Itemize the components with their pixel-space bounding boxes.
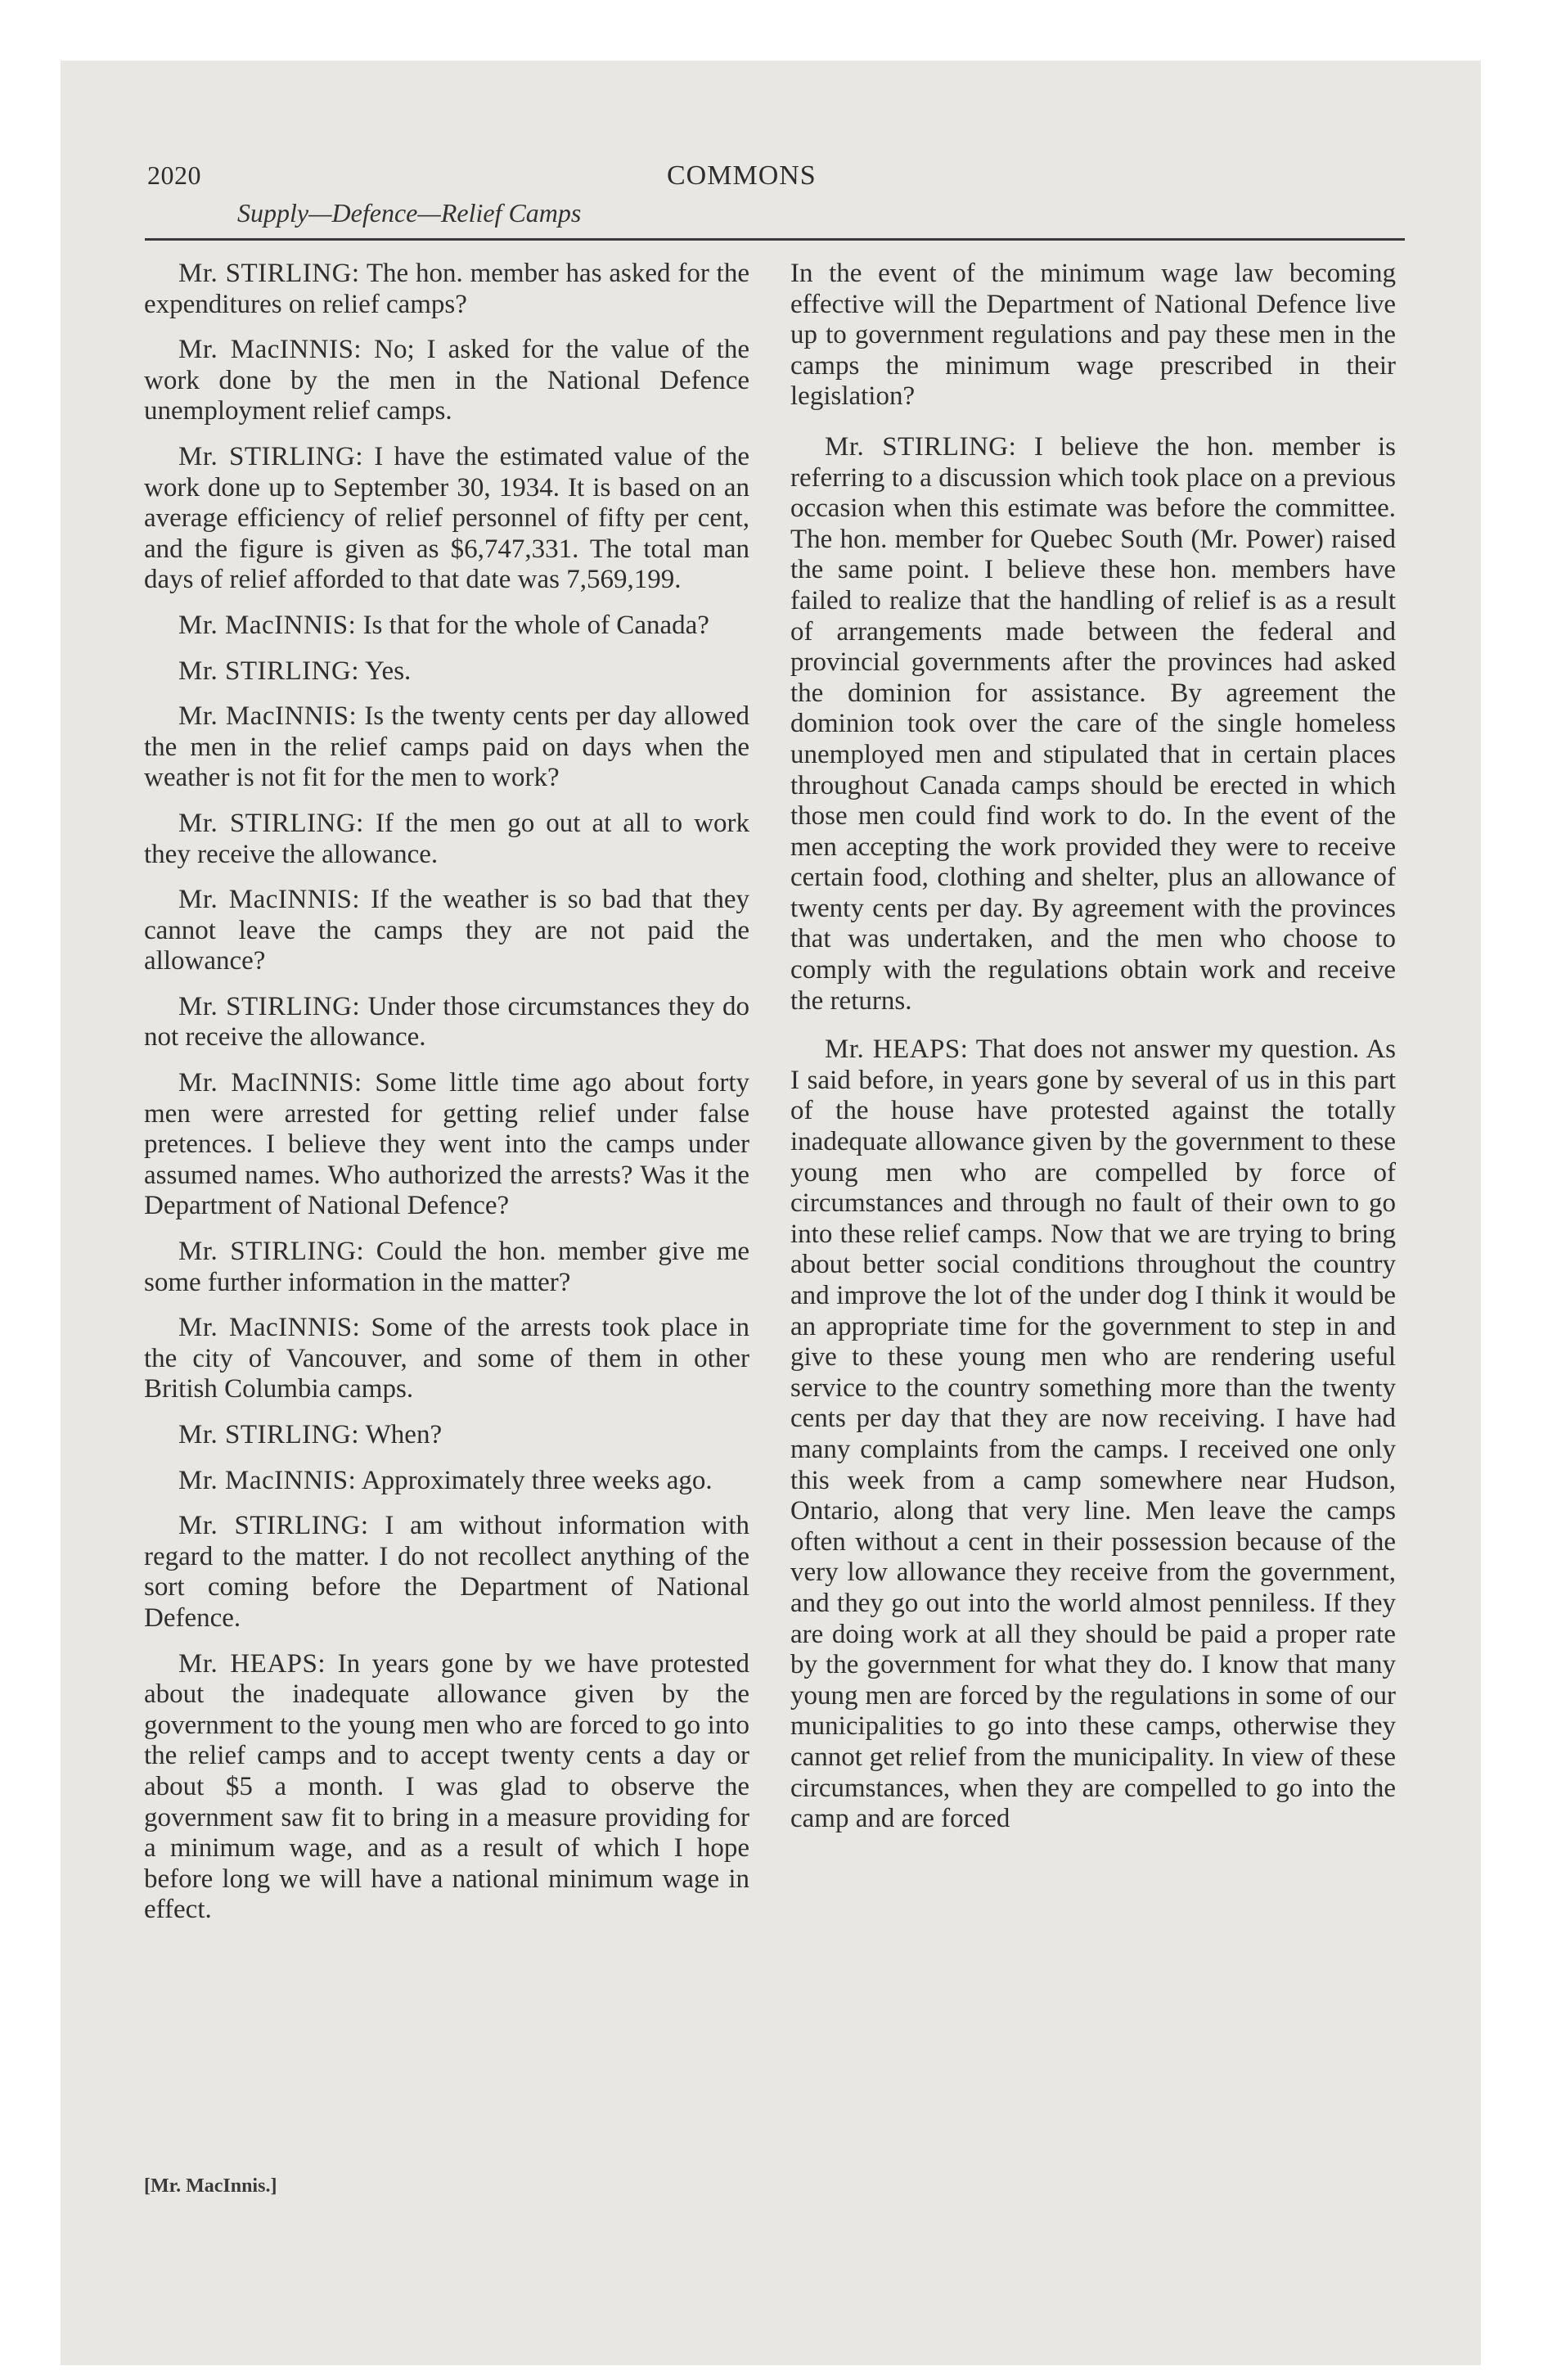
speech-paragraph (790, 432, 1396, 1016)
speech-paragraph (144, 885, 749, 977)
speech-paragraph (144, 611, 749, 642)
speech-paragraph (144, 259, 749, 320)
speaker-name: Mr. STIRLING: (825, 431, 1017, 462)
speech-text: I am without information with regard to the matter. I do not recollect anything of the sort coming before the Department of National Defence. (144, 1511, 750, 1633)
speaker-name: Mr. HEAPS: (178, 1648, 326, 1679)
speaker-name: Mr. MacINNIS: (178, 701, 358, 732)
speech-paragraph (144, 809, 749, 870)
speech-text: If the men go out at all to work they receive the allowance. (144, 808, 750, 869)
speech-text: Some of the arrests took place in the city of Vancouver, and some of them in other British Columbia camps. (144, 1313, 750, 1404)
right-column (790, 259, 1396, 1850)
speech-paragraph (144, 656, 749, 687)
speech-paragraph (144, 1511, 749, 1634)
speech-text: I have the estimated value of the work done up to September 30, 1934. It is based on an average efficiency of relief personnel of fifty per cent, and the figure is given as $6,747,331. The total man days of relief afforded to that date was 7,569,199. (144, 441, 750, 595)
speech-paragraph (144, 992, 749, 1053)
speaker-name: Mr. MacINNIS: (178, 1068, 362, 1098)
speech-text: Yes. (365, 656, 412, 686)
speech-paragraph (144, 1420, 749, 1451)
speaker-name: Mr. STIRLING: (178, 259, 360, 288)
speech-text: Is the twenty cents per day allowed the men in the relief camps paid on days when the weather is not fit for the men to work? (144, 701, 750, 793)
speech-paragraph (144, 1237, 749, 1298)
speech-paragraph (144, 442, 749, 596)
speech-text: The hon. member has asked for the expenditures on relief camps? (144, 259, 749, 319)
speaker-name: Mr. STIRLING: (178, 1420, 359, 1449)
speech-paragraph (144, 1313, 749, 1405)
speaker-name: Mr. STIRLING: (178, 441, 363, 471)
speech-text: That does not answer my question. As I said before, in years gone by several of us in this part of the house have protested against the totally inadequate allowance given by the government to these young men who are compelled by force of circumstances and through no fault of their own to go into these relief camps. Now that we are trying to bring about better social conditions throughout the country and improve the lot of the under dog I think it would be an appropriate time for the government to step in and give to these young men who are rendering useful service to the country something more than the twenty cents per day that they are now receiving. I have had many complaints from the camps. I received one only this week from a camp somewhere near Hudson, Ontario, along that very line. Men leave the camps often without a cent in their possession because of the very low allowance they receive from the government, and they go out into the world almost penniless. If they are doing work at all they should be paid a proper rate by the government for what they do. I know that many young men are forced by the regulations in some of our municipalities to go into these camps, otherwise they cannot get relief from the municipality. In view of these circumstances, when they are compelled to go into the camp and are forced (790, 1034, 1396, 1834)
speaker-name: Mr. MacINNIS: (178, 885, 361, 915)
speaker-name: Mr. STIRLING: (178, 991, 361, 1021)
header-rule (145, 238, 1405, 241)
running-head: COMMONS (667, 160, 817, 191)
speech-paragraph (144, 335, 749, 427)
speech-paragraph (144, 1068, 749, 1222)
speaker-name: Mr. STIRLING: (178, 1237, 365, 1267)
continuation-paragraph: In the event of the minimum wage law becoming effective will the Department of National Defence live up to government regulations and pay these men in the camps the minimum wage prescribed in their legislation? (790, 259, 1396, 412)
speech-text: Some little time ago about forty men were arrested for getting relief under false pretences. I believe they went into the camps under assumed names. Who authorized the arrests? Was it the Department of National Defence? (144, 1068, 750, 1221)
speech-text: Under those circumstances they do not receive the allowance. (144, 991, 750, 1053)
left-column (144, 259, 749, 1941)
speech-paragraph (144, 1466, 749, 1497)
speech-paragraph (790, 1034, 1396, 1834)
speech-text: In years gone by we have protested about the inadequate allowance given by the government to the young men who are forced to go into the relief camps and to accept twenty cents a day or about $5 a month. I was glad to observe the government saw fit to bring in a measure providing for a minimum wage, and as a result of which I hope before long we will have a national minimum wage in effect. (144, 1648, 750, 1925)
speech-paragraph (144, 701, 749, 794)
section-title: Supply—Defence—Relief Camps (237, 198, 582, 228)
speaker-name: Mr. STIRLING: (178, 656, 359, 686)
speaker-name: Mr. STIRLING: (178, 808, 364, 838)
speech-text: Approximately three weeks ago. (361, 1465, 713, 1495)
speaker-name: Mr. HEAPS: (825, 1034, 969, 1065)
speaker-name: Mr. MacINNIS: (178, 1313, 361, 1343)
speaker-name: Mr. MacINNIS: (178, 1465, 357, 1495)
speaker-name: Mr. MacINNIS: (178, 335, 362, 365)
speech-text: When? (365, 1420, 443, 1449)
speech-text: Is that for the whole of Canada? (362, 610, 709, 640)
speech-text: Could the hon. member give me some further information in the matter? (144, 1237, 750, 1297)
speech-text: I believe the hon. member is referring to a discussion which took place on a previous occasion when this estimate was before the committee. The hon. member for Quebec South (Mr. Power) raised the same point. I believe these hon. members have failed to realize that the handling of relief is as a result of arrangements made between the federal and provincial governments after the provinces had asked the dominion for assistance. By agreement the dominion took over the care of the single homeless unemployed men and stipulated that in certain places throughout Canada camps should be erected in which those men could find work to do. In the event of the men accepting the work provided they were to receive certain food, clothing and shelter, plus an allowance of twenty cents per day. By agreement with the provinces that was undertaken, and the men who choose to comply with the regulations obtain work and receive the returns. (790, 431, 1397, 1016)
page-number: 2020 (147, 160, 201, 190)
speech-text: No; I asked for the value of the work done by the men in the National Defence unemployment relief camps. (144, 335, 750, 426)
speaker-name: Mr. MacINNIS: (178, 610, 357, 640)
speech-text: If the weather is so bad that they cannot leave the camps they are not paid the allowance? (144, 885, 750, 976)
speech-paragraph (144, 1649, 749, 1926)
footer-speaker-note: [Mr. MacInnis.] (144, 2175, 277, 2197)
speaker-name: Mr. STIRLING: (178, 1511, 369, 1541)
